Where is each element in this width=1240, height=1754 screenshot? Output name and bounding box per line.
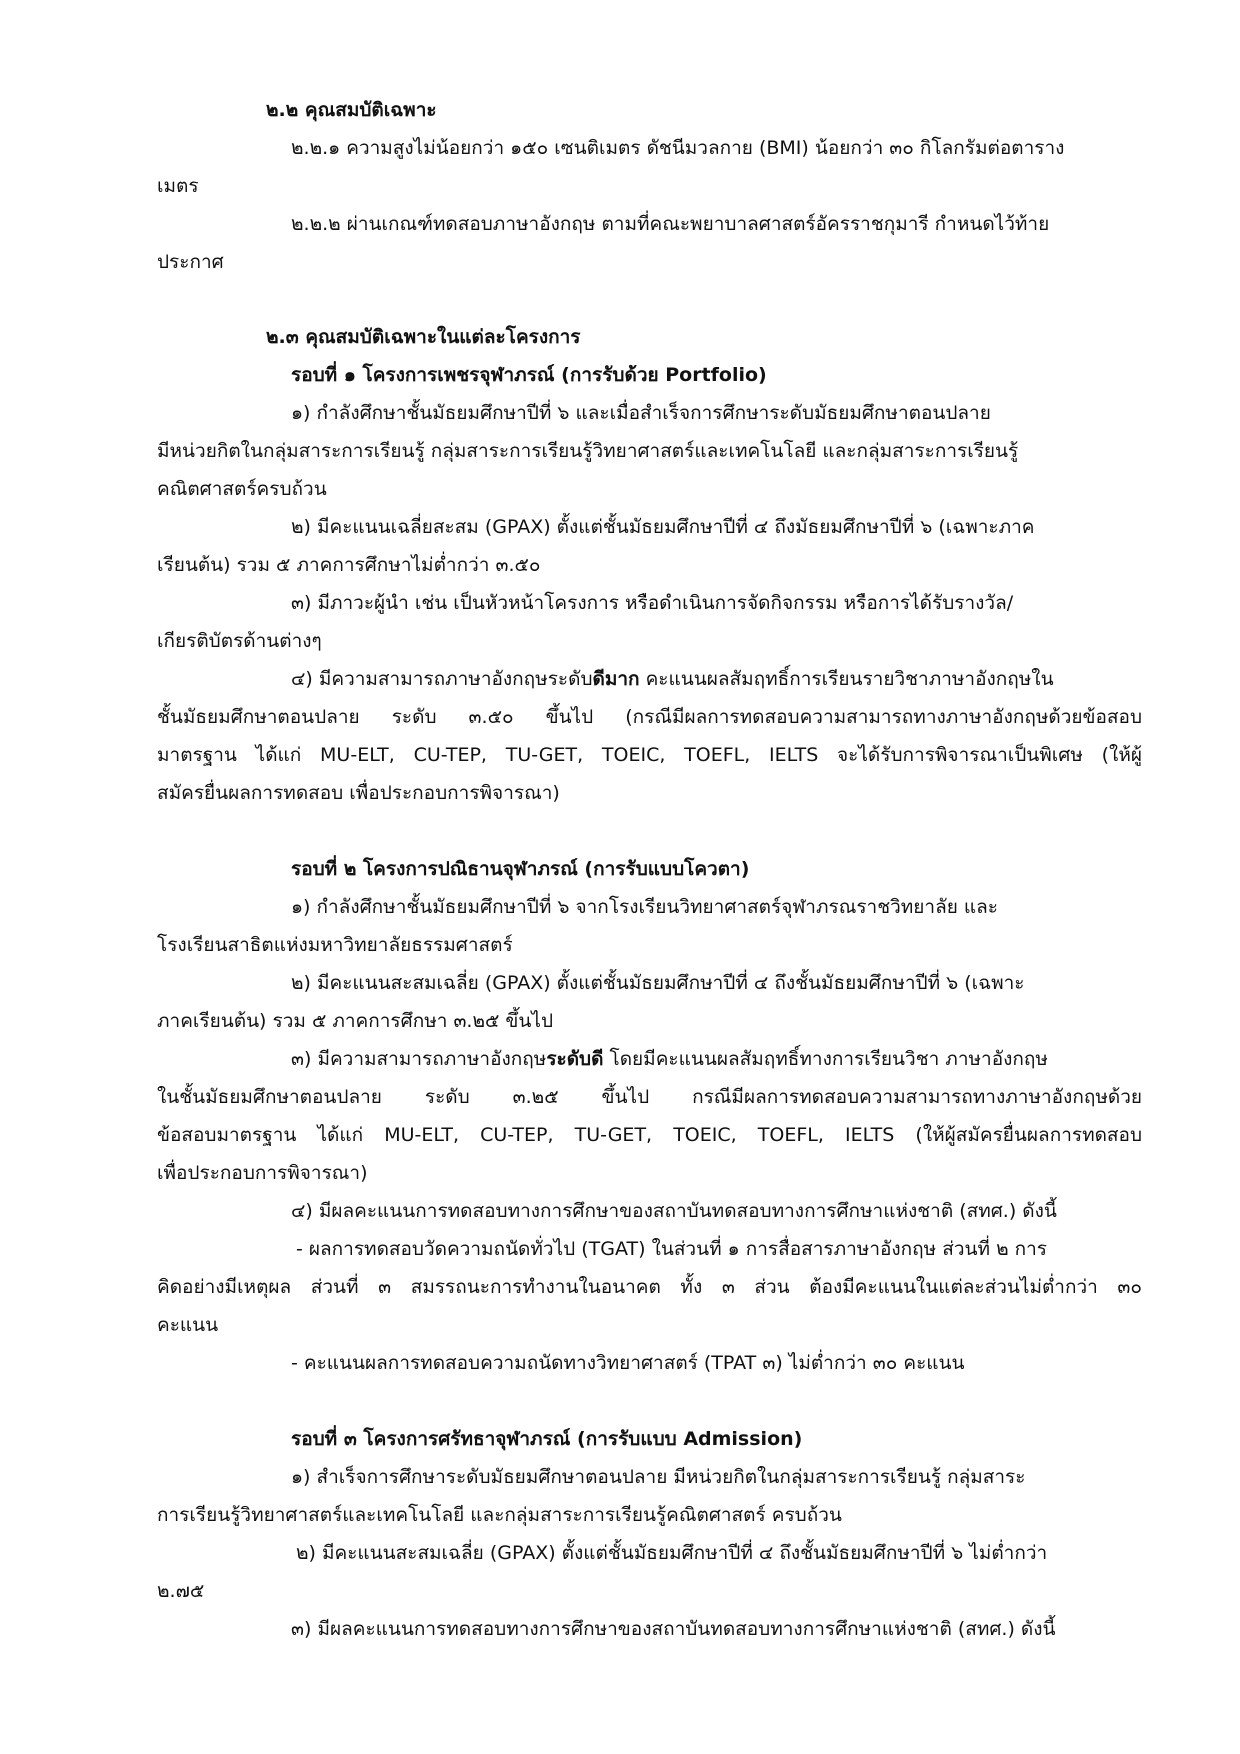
line-text: คะแนนผลสัมฤทธิ์การเรียนรายวิชาภาษาอังกฤษใน	[639, 668, 1054, 690]
paragraph-line: ๒.๒.๒ ผ่านเกณฑ์ทดสอบภาษาอังกฤษ ตามที่คณะพยาบาลศาสตร์อัครราชกุมารี กำหนดไว้ท้าย	[291, 213, 1050, 235]
paragraph-line: ๑) กำลังศึกษาชั้นมัธยมศึกษาปีที่ ๖ จากโรงเรียนวิทยาศาสตร์จุฬาภรณราชวิทยาลัย และ	[291, 896, 999, 918]
line-text: ๓) มีความสามารถภาษาอังกฤษ	[291, 1048, 547, 1070]
bullet-line: - ผลการทดสอบวัดความถนัดทั่วไป (TGAT) ในส่วนที่ ๑ การสื่อสารภาษาอังกฤษ ส่วนที่ ๒ การ	[296, 1238, 1048, 1260]
bullet-line: - คะแนนผลการทดสอบความถนัดทางวิทยาศาสตร์ (TPAT ๓) ไม่ต่ำกว่า ๓๐ คะแนน	[291, 1352, 965, 1374]
paragraph-line: ชั้นมัธยมศึกษาตอนปลาย ระดับ ๓.๕๐ ขึ้นไป (กรณีมีผลการทดสอบความสามารถทางภาษาอังกฤษด้วยข้อสอบ	[157, 706, 1142, 728]
section-heading: ๒.๓ คุณสมบัติเฉพาะในแต่ละโครงการ	[266, 326, 581, 348]
paragraph-line: โรงเรียนสาธิตแห่งมหาวิทยาลัยธรรมศาสตร์	[157, 934, 513, 956]
paragraph-line: เกียรติบัตรด้านต่างๆ	[157, 630, 322, 652]
section-heading: ๒.๒ คุณสมบัติเฉพาะ	[266, 99, 437, 121]
paragraph-line: ๒.๒.๑ ความสูงไม่น้อยกว่า ๑๕๐ เซนติเมตร ดัชนีมวลกาย (BMI) น้อยกว่า ๓๐ กิโลกรัมต่อตาราง	[291, 137, 1065, 159]
paragraph-line: ในชั้นมัธยมศึกษาตอนปลาย ระดับ ๓.๒๕ ขึ้นไป กรณีมีผลการทดสอบความสามารถทางภาษาอังกฤษด้วย	[157, 1086, 1142, 1108]
paragraph-line: ๑) กำลังศึกษาชั้นมัธยมศึกษาปีที่ ๖ และเมื่อสำเร็จการศึกษาระดับมัธยมศึกษาตอนปลาย	[291, 402, 991, 424]
paragraph-line: ๒) มีคะแนนเฉลี่ยสะสม (GPAX) ตั้งแต่ชั้นมัธยมศึกษาปีที่ ๔ ถึงมัธยมศึกษาปีที่ ๖ (เฉพาะภาค	[291, 516, 1035, 538]
paragraph-line: คะแนน	[157, 1314, 219, 1336]
round-heading: รอบที่ ๑ โครงการเพชรจุฬาภรณ์ (การรับด้วย Portfolio)	[291, 364, 767, 386]
paragraph-line: ๒) มีคะแนนสะสมเฉลี่ย (GPAX) ตั้งแต่ชั้นมัธยมศึกษาปีที่ ๔ ถึงชั้นมัธยมศึกษาปีที่ ๖ (เฉพาะ	[291, 972, 1025, 994]
paragraph-line: ๓) มีภาวะผู้นำ เช่น เป็นหัวหน้าโครงการ หรือดำเนินการจัดกิจกรรม หรือการได้รับรางวัล/	[291, 592, 1014, 614]
paragraph-line: ๒) มีคะแนนสะสมเฉลี่ย (GPAX) ตั้งแต่ชั้นมัธยมศึกษาปีที่ ๔ ถึงชั้นมัธยมศึกษาปีที่ ๖ ไม่ต่ำกว่า	[296, 1542, 1048, 1564]
emphasis-text: ดีมาก	[592, 668, 640, 690]
paragraph-line: คณิตศาสตร์ครบถ้วน	[157, 478, 327, 500]
paragraph-line: ๓) มีผลคะแนนการทดสอบทางการศึกษาของสถาบันทดสอบทางการศึกษาแห่งชาติ (สทศ.) ดังนี้	[291, 1618, 1056, 1640]
paragraph-line: คิดอย่างมีเหตุผล ส่วนที่ ๓ สมรรถนะการทำงานในอนาคต ทั้ง ๓ ส่วน ต้องมีคะแนนในแต่ละส่วนไม่ต่ำกว่า ๓๐	[157, 1276, 1142, 1298]
emphasis-text: ระดับดี	[546, 1048, 604, 1070]
paragraph-line	[291, 663, 1054, 695]
paragraph-line: ข้อสอบมาตรฐาน ได้แก่ MU-ELT, CU-TEP, TU-GET, TOEIC, TOEFL, IELTS (ให้ผู้สมัครยื่นผลการทดสอบ	[157, 1124, 1142, 1146]
paragraph-line: ๔) มีผลคะแนนการทดสอบทางการศึกษาของสถาบันทดสอบทางการศึกษาแห่งชาติ (สทศ.) ดังนี้	[291, 1200, 1057, 1222]
paragraph-line: สมัครยื่นผลการทดสอบ เพื่อประกอบการพิจารณา)	[157, 782, 560, 804]
line-text: โดยมีคะแนนผลสัมฤทธิ์ทางการเรียนวิชา ภาษาอังกฤษ	[603, 1048, 1048, 1070]
paragraph-line: ๑) สำเร็จการศึกษาระดับมัธยมศึกษาตอนปลาย มีหน่วยกิตในกลุ่มสาระการเรียนรู้ กลุ่มสาระ	[291, 1466, 1026, 1488]
paragraph-line: การเรียนรู้วิทยาศาสตร์และเทคโนโลยี และกลุ่มสาระการเรียนรู้คณิตศาสตร์ ครบถ้วน	[157, 1504, 842, 1526]
paragraph-line: เมตร	[157, 175, 199, 197]
paragraph-line: มีหน่วยกิตในกลุ่มสาระการเรียนรู้ กลุ่มสาระการเรียนรู้วิทยาศาสตร์และเทคโนโลยี และกลุ่มสาระการเรียนรู้	[157, 440, 1019, 462]
paragraph-line: เพื่อประกอบการพิจารณา)	[157, 1162, 368, 1184]
paragraph-line: ๒.๗๕	[157, 1580, 205, 1602]
round-heading: รอบที่ ๓ โครงการศรัทธาจุฬาภรณ์ (การรับแบบ Admission)	[291, 1428, 803, 1450]
paragraph-line: มาตรฐาน ได้แก่ MU-ELT, CU-TEP, TU-GET, TOEIC, TOEFL, IELTS จะได้รับการพิจารณาเป็นพิเศษ (ให้ผู้	[157, 744, 1142, 766]
paragraph-line: เรียนต้น) รวม ๕ ภาคการศึกษาไม่ต่ำกว่า ๓.๕๐	[157, 554, 541, 576]
paragraph-line	[291, 1043, 1048, 1075]
round-heading: รอบที่ ๒ โครงการปณิธานจุฬาภรณ์ (การรับแบบโควตา)	[291, 858, 750, 880]
paragraph-line: ประกาศ	[157, 251, 224, 273]
paragraph-line: ภาคเรียนต้น) รวม ๕ ภาคการศึกษา ๓.๒๕ ขึ้นไป	[157, 1010, 554, 1032]
line-text: ๔) มีความสามารถภาษาอังกฤษระดับ	[291, 668, 593, 690]
